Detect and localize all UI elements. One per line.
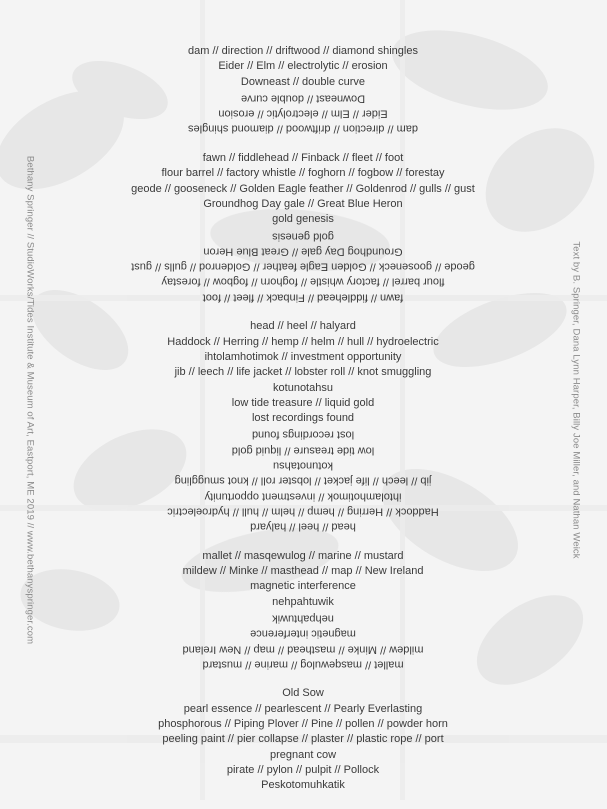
poem-line: Downeast // double curve (240, 75, 366, 88)
poem-line: magnetic interference (250, 580, 356, 593)
poem-line-mirrored: mildew // Minke // masthead // map // New Ireland (182, 642, 424, 655)
poem-line-mirrored: magnetic interference (250, 627, 356, 640)
poem-line-mirrored: geode // gooseneck // Golden Eagle feather // Goldenrod // gulls // gust (131, 260, 475, 273)
poem-line-mirrored: head // heel // halyard (250, 520, 356, 533)
poem-line: Groundhog Day gale // Great Blue Heron (203, 197, 403, 210)
poem-line: mildew // Minke // masthead // map // New Ireland (182, 565, 424, 578)
stanza-h-l (68, 319, 538, 533)
credit-authors-vertical: Text by B. Springer, Dana Lynn Harper, Billy Joe Miller, and Nathan Weick (570, 241, 582, 559)
poem-line-mirrored: lost recordings found (251, 428, 355, 441)
poem-line: jib // leech // life jacket // lobster roll // knot smuggling (174, 366, 432, 379)
poem-line-mirrored: kotunotahsu (273, 459, 333, 472)
poem-line-mirrored: Haddock // Herring // hemp // helm // hull // hydroelectric (167, 505, 439, 518)
poem-line: peeling paint // pier collapse // plaster // plastic rope // port (162, 733, 444, 746)
poem-line: pearl essence // pearlescent // Pearly Everlasting (183, 702, 423, 715)
poem-line: kotunotahsu (273, 381, 333, 394)
poem-line-mirrored: ihtolamhotimok // investment opportunity (204, 489, 402, 502)
poem-line: mallet // masqewulog // marine // mustard (202, 549, 404, 562)
poem-line: phosphorous // Piping Plover // Pine // pollen // powder horn (158, 718, 448, 731)
poem-line: Eider // Elm // electrolytic // erosion (218, 60, 388, 73)
stanza-f-g (68, 151, 538, 304)
poem-line: Haddock // Herring // hemp // helm // hull // hydroelectric (167, 335, 439, 348)
stanza-m-n (68, 549, 538, 671)
poem-line-mirrored: nehpahtuwik (272, 612, 334, 625)
poem-line: nehpahtuwik (272, 595, 334, 608)
poem (68, 44, 538, 809)
poem-line: dam // direction // driftwood // diamond shingles (188, 45, 418, 57)
poem-line: flour barrel // factory whistle // foghorn // fogbow // forestay (161, 167, 445, 180)
poem-line: Old Sow (282, 687, 324, 700)
credit-studio-vertical: Bethany Springer // StudioWorks/Tides Institute & Museum of Art, Eastport, ME 2019 // www.bethanyspringer.com (24, 155, 36, 645)
poem-line-mirrored: flour barrel // factory whistle // foghorn // fogbow // forestay (161, 275, 445, 288)
poem-line: ihtolamhotimok // investment opportunity (204, 350, 402, 363)
poem-line-mirrored: dam // direction // driftwood // diamond shingles (188, 122, 418, 135)
poem-line-mirrored: fawn // fiddlehead // Finback // fleet // foot (202, 291, 404, 304)
poem-line-mirrored: mallet // masqewulog // marine // mustard (202, 658, 404, 671)
poem-line-mirrored: low tide treasure // liquid gold (231, 444, 375, 457)
poem-line-mirrored: Groundhog Day gale // Great Blue Heron (203, 245, 403, 258)
poem-line: fawn // fiddlehead // Finback // fleet // foot (202, 152, 404, 165)
poem-line: geode // gooseneck // Golden Eagle feather // Goldenrod // gulls // gust (131, 182, 475, 195)
poem-line-mirrored: jib // leech // life jacket // lobster roll // knot smuggling (174, 474, 432, 487)
poem-line: low tide treasure // liquid gold (231, 396, 375, 409)
poem-line: head // heel // halyard (250, 320, 356, 333)
poem-line: pregnant cow (269, 748, 337, 761)
poem-line: gold genesis (272, 213, 334, 226)
poem-line: lost recordings found (251, 412, 355, 425)
poem-line: Peskotomuhkatik (261, 779, 345, 792)
poem-line: pirate // pylon // pulpit // Pollock (226, 763, 380, 776)
poem-line-mirrored: Eider // Elm // electrolytic // erosion (218, 107, 388, 120)
stanza-o-p (68, 686, 538, 793)
stanza-d (68, 44, 538, 136)
poem-line-mirrored: Downeast // double curve (240, 92, 366, 105)
poem-line-mirrored: gold genesis (272, 229, 334, 242)
